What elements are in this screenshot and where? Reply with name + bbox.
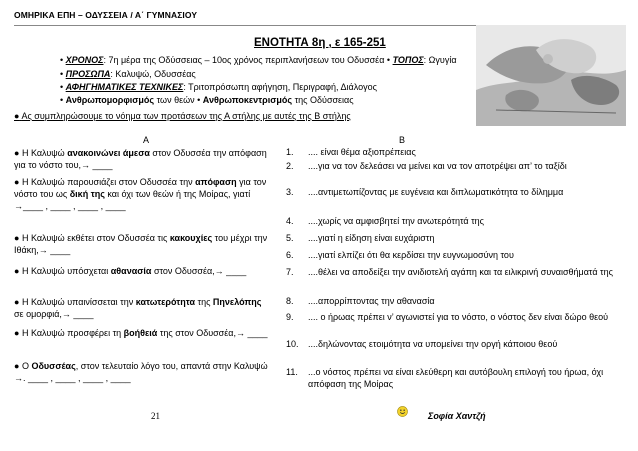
info-line-time-place: • ΧΡΟΝΟΣ: 7η μέρα της Οδύσσειας – 10ος χρόνος περιπλανήσεων του Οδυσσέα • ΤΟΠΟΣ: Ωγυγία — [60, 55, 457, 65]
instruction-text: Ας συμπληρώσουμε το νόημα των προτάσεων της Α στήλης με αυτές της Β στήλης — [21, 111, 351, 121]
left-item-3: ● Η Καλυψώ εκθέτει στον Οδυσσέα τις κακουχίες του μέχρι την Ιθάκη,→ ____ — [14, 233, 268, 255]
label-persons: ΠΡΟΣΩΠΑ — [65, 69, 111, 79]
right-item-7: 7. ....θέλει να αποδείξει την ανιδιοτελή αγάπη και τα ειλικρινή συναισθήματά της — [286, 267, 613, 277]
left-item-7: ● Ο Οδυσσέας, στον τελευταίο λόγο του, απαντά στην Καλυψώ →. ____ , ____ , ____ , ____ — [14, 361, 268, 383]
bullet-icon: ● — [14, 328, 20, 338]
label-anthropocentrism: Ανθρωποκεντρισμός — [202, 95, 293, 105]
text-anthropocentrism: της Οδύσσειας — [292, 95, 354, 105]
bullet-icon: ● — [14, 148, 20, 158]
right-item-2: 2. ....για να τον δελεάσει να μείνει και να τον αποτρέψει απ’ το ταξίδι — [286, 161, 567, 171]
right-item-6: 6. ....γιατί ελπίζει ότι θα κερδίσει την ευγνωμοσύνη του — [286, 250, 514, 260]
left-item-6: ● Η Καλυψώ προσφέρει τη βοήθειά της στον Οδυσσέα,→ ____ — [14, 328, 268, 338]
left-item-2: ● Η Καλυψώ παρουσιάζει στον Οδυσσέα την απόφαση για τον νόστο του ως δική της και όχι των θεών ή της Μοίρας, γιατί →____ , ____ , ____ , ____ — [14, 177, 267, 211]
text-place: : Ωγυγία — [423, 55, 457, 65]
right-item-4: 4. ....χωρίς να αμφισβητεί την ανωτερότητά της — [286, 216, 485, 226]
column-b-heading: Β — [399, 135, 406, 145]
painting-illustration — [476, 25, 626, 126]
right-item-11: 11. ...ο νόστος πρέπει να είναι ελεύθερη και αυτόβουλη επιλογή του ήρωα, όχι απόφαση της Μοίρας — [286, 367, 604, 389]
right-item-9: 9. .... ο ήρωας πρέπει ν’ αγωνιστεί για το νόστο, ο νόστος δεν είναι δώρο θεού — [286, 312, 609, 322]
text-persons: : Καλυψώ, Οδυσσέας — [110, 69, 196, 79]
left-item-4: ● Η Καλυψώ υπόσχεται αθανασία στον Οδυσσέα,→ ____ — [14, 266, 247, 276]
right-item-8: 8. ....απορρίπτοντας την αθανασία — [286, 296, 435, 306]
label-time: ΧΡΟΝΟΣ — [65, 55, 104, 65]
left-item-1: ● Η Καλυψώ ανακοινώνει άμεσα στον Οδυσσέα την απόφαση για το νόστο του,→ ____ — [14, 148, 267, 170]
text-time: : 7η μέρα της Οδύσσειας – 10ος χρόνος περιπλανήσεων του Οδυσσέα • — [103, 55, 391, 65]
page-header: ΟΜΗΡΙΚΑ ΕΠΗ – ΟΔΥΣΣΕΙΑ / Α΄ ΓΥΜΝΑΣΙΟΥ — [14, 10, 198, 20]
left-item-5: ● Η Καλυψώ υπαινίσσεται την κατωτερότητα της Πηνελόπης σε ομορφιά,→ ____ — [14, 297, 262, 319]
text-techniques: : Τριτοπρόσωπη αφήγηση, Περιγραφή, Διάλογος — [183, 82, 377, 92]
bullet-icon: ● — [14, 233, 20, 243]
bullet-icon: ● — [14, 177, 20, 187]
bullet-icon: ● — [14, 297, 20, 307]
section-title: ΕΝΟΤΗΤΑ 8η , ε 165-251 — [254, 37, 386, 49]
instruction — [14, 111, 351, 121]
author-name: Σοφία Χαντζή — [428, 411, 486, 421]
right-item-10: 10. ....δηλώνοντας ετοιμότητα να υπομείνει την οργή κάποιου θεού — [286, 339, 558, 349]
info-line-anthropo: • Ανθρωπομορφισμός των θεών • Ανθρωποκεντρισμός της Οδύσσειας — [60, 95, 354, 105]
bullet-icon: ● — [14, 361, 20, 371]
label-anthropomorphism: Ανθρωπομορφισμός — [65, 95, 155, 105]
info-line-persons: • ΠΡΟΣΩΠΑ: Καλυψώ, Οδυσσέας — [60, 69, 196, 79]
page-number: 21 — [151, 411, 160, 421]
info-line-techniques: • ΑΦΗΓΗΜΑΤΙΚΕΣ ΤΕΧΝΙΚΕΣ: Τριτοπρόσωπη αφήγηση, Περιγραφή, Διάλογος — [60, 82, 377, 92]
bullet-icon: ● — [14, 266, 20, 276]
text-anthropomorphism: των θεών • — [154, 95, 201, 105]
right-item-3: 3. ....αντιμετωπίζοντας με ευγένεια και διπλωματικότητα το δίλημμα — [286, 187, 564, 197]
column-a-heading: Α — [143, 135, 150, 145]
right-item-5: 5. ....γιατί η είδηση είναι ευχάριστη — [286, 233, 435, 243]
bullet-icon: ● — [14, 111, 20, 121]
label-place: ΤΟΠΟΣ — [392, 55, 424, 65]
right-item-1: 1. .... είναι θέμα αξιοπρέπειας — [286, 147, 416, 157]
smiley-icon — [397, 406, 408, 417]
label-techniques: ΑΦΗΓΗΜΑΤΙΚΕΣ ΤΕΧΝΙΚΕΣ — [65, 82, 184, 92]
